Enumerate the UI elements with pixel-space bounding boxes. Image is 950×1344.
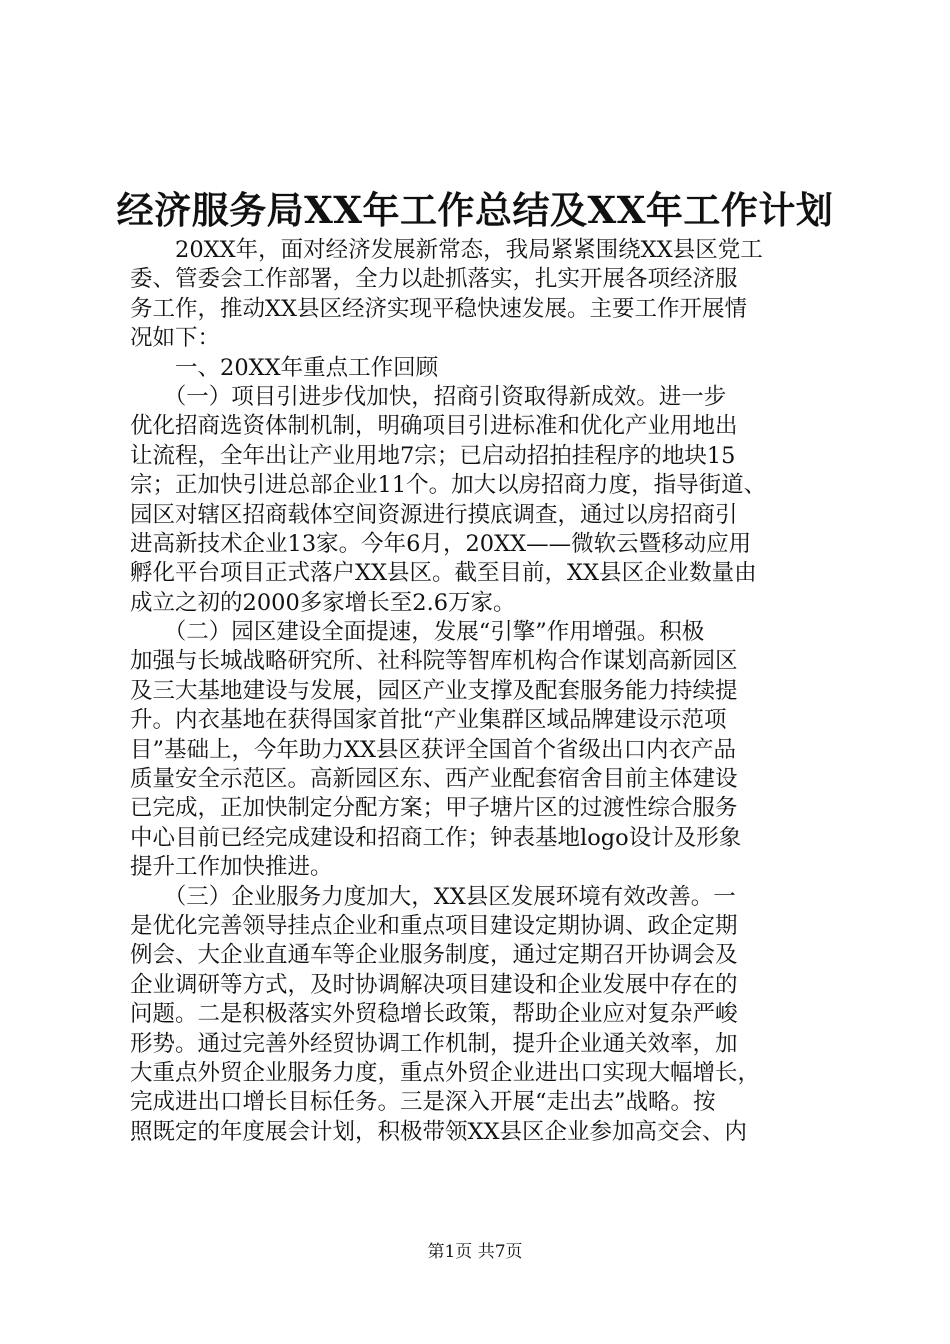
- body-text-line: （二）园区建设全面提速，发展“引擎”作用增强。积极: [130, 619, 705, 646]
- document-title: 经济服务局XX年工作总结及XX年工作计划: [116, 188, 834, 232]
- body-text-line: 优化招商选资体制机制，明确项目引进标准和优化产业用地出: [130, 413, 738, 440]
- body-text-line: 质量安全示范区。高新园区东、西产业配套宿舍目前主体建设: [130, 766, 738, 793]
- body-text-line: 园区对辖区招商载体空间资源进行摸底调查，通过以房招商引: [130, 501, 738, 528]
- body-text-line: （一）项目引进步伐加快，招商引资取得新成效。进一步: [130, 383, 727, 410]
- body-text-line: 照既定的年度展会计划，积极带领XX县区企业参加高交会、内: [130, 1118, 748, 1145]
- body-text-line: 成立之初的2000多家增长至2.6万家。: [130, 589, 516, 616]
- body-text-line: 进高新技术企业13家。今年6月，20XX——微软云暨移动应用: [130, 530, 752, 557]
- body-text-line: 让流程，全年出让产业用地7宗；已启动招拍挂程序的地块15: [130, 442, 736, 469]
- body-text-line: 及三大基地建设与发展，园区产业支撑及配套服务能力持续提: [130, 677, 738, 704]
- body-text-line: 20XX年，面对经济发展新常态，我局紧紧围绕XX县区党工: [130, 237, 763, 263]
- body-text-line: 完成进出口增长目标任务。三是深入开展“走出去”战略。按: [130, 1089, 716, 1116]
- body-text-line: 宗；正加快引进总部企业11个。加大以房招商力度，指导街道、: [130, 472, 767, 499]
- body-text-line: 委、管委会工作部署，全力以赴抓落实，扎实开展各项经济服: [130, 266, 738, 293]
- body-text-line: 已完成，正加快制定分配方案；甲子塘片区的过渡性综合服务: [130, 795, 738, 822]
- body-text-line: 提升工作加快推进。: [130, 854, 333, 881]
- body-text-line: 务工作，推动XX县区经济实现平稳快速发展。主要工作开展情: [130, 295, 748, 322]
- body-text-line: 一、20XX年重点工作回顾: [130, 354, 439, 381]
- body-text-line: 例会、大企业直通车等企业服务制度，通过定期召开协调会及: [130, 942, 738, 969]
- body-text-line: 大重点外贸企业服务力度，重点外贸企业进出口实现大幅增长，: [130, 1059, 761, 1086]
- body-text-line: （三）企业服务力度加大，XX县区发展环境有效改善。一: [130, 883, 736, 910]
- body-text-line: 问题。二是积极落实外贸稳增长政策，帮助企业应对复杂严峻: [130, 1001, 738, 1028]
- body-text-line: 形势。通过完善外经贸协调工作机制，提升企业通关效率，加: [130, 1030, 738, 1057]
- page-footer: 第1页 共7页: [427, 1242, 523, 1262]
- body-text-line: 加强与长城战略研究所、社科院等智库机构合作谋划高新园区: [130, 648, 738, 675]
- body-text-line: 中心目前已经完成建设和招商工作；钟表基地logo设计及形象: [130, 824, 742, 851]
- document-body: [130, 236, 830, 1147]
- body-text-line: 孵化平台项目正式落户XX县区。截至目前，XX县区企业数量由: [130, 560, 757, 587]
- body-text-line: 升。内衣基地在获得国家首批“产业集群区域品牌建设示范项: [130, 707, 727, 734]
- body-text-line: 企业调研等方式，及时协调解决项目建设和企业发展中存在的: [130, 971, 738, 998]
- body-text-line: 是优化完善领导挂点企业和重点项目建设定期协调、政企定期: [130, 912, 738, 939]
- body-text-line: 况如下：: [130, 325, 221, 352]
- body-text-line: 目”基础上，今年助力XX县区获评全国首个省级出口内衣产品: [130, 736, 737, 763]
